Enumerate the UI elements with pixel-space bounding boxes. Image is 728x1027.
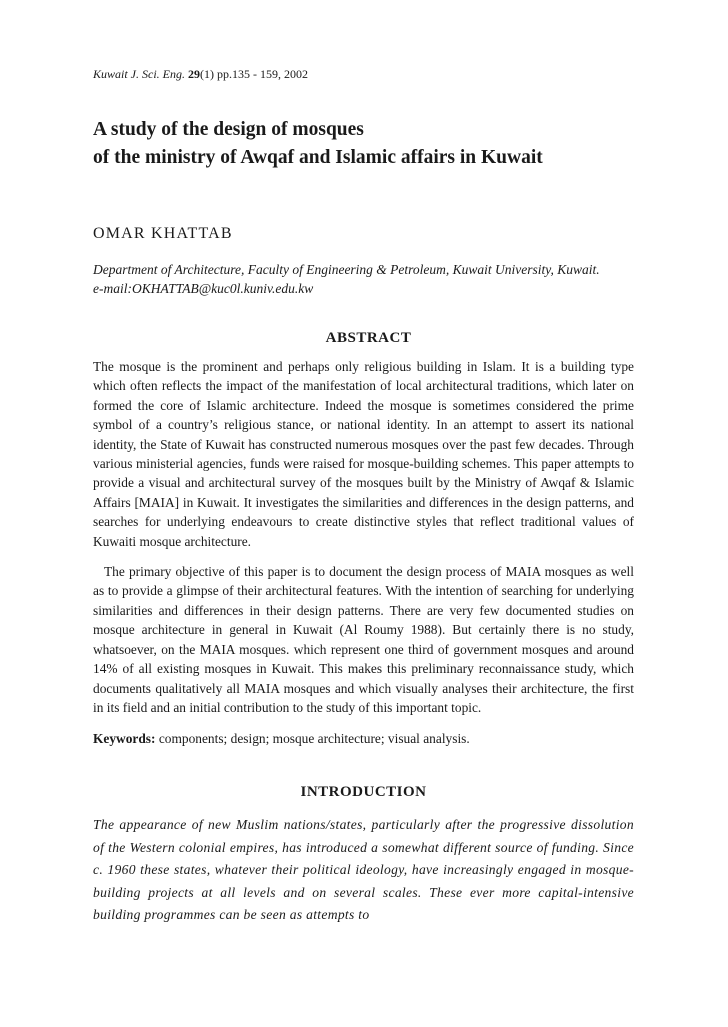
introduction-paragraph: The appearance of new Muslim nations/states, particularly after the progressive dissolution of the Western colonial empires, has introduced a somewhat different source of funding. Since c. 1960 these states, whatever their political ideology, have increasingly engaged in mosque-building projects at all levels and on several scales. These ever more capital-intensive building programmes can be seen as attempts to	[93, 817, 634, 922]
journal-issue-pages: (1) pp.135 - 159, 2002	[200, 67, 308, 81]
author-affiliation: Department of Architecture, Faculty of Engineering & Petroleum, Kuwait University, Kuwait.	[93, 262, 600, 277]
abstract-paragraph-1: The mosque is the prominent and perhaps only religious building in Islam. It is a building type which often reflects the impact of the manifestation of local architectural traditions, which later on formed the core of Islamic architecture. Indeed the mosque is sometimes considered the prime symbol of a country’s religious stance, or national identity. In an attempt to assert its national identity, the State of Kuwait has constructed numerous mosques over the past few decades. Through various ministerial agencies, funds were raised for mosque-building schemes. This paper attempts to provide a visual and architectural survey of the mosques built by the Ministry of Awqaf & Islamic Affairs [MAIA] in Kuwait. It investigates the similarities and differences in the design patterns, and searches for underlying endeavours to create distinctive styles that reflect traditional values of Kuwaiti mosque architecture.	[93, 359, 634, 549]
paper-title-line-1: A study of the design of mosques	[93, 119, 364, 140]
paper-title	[93, 116, 634, 172]
author-affiliation-block	[93, 260, 634, 298]
introduction-heading: INTRODUCTION	[300, 784, 427, 801]
keywords	[93, 729, 634, 748]
journal-volume: 29	[188, 67, 200, 81]
keywords-label: Keywords:	[93, 731, 156, 747]
author-name: OMAR KHATTAB	[93, 225, 233, 242]
keywords-list: components; design; mosque architecture; visual analysis.	[158, 731, 470, 747]
journal-name: Kuwait J. Sci. Eng.	[93, 67, 185, 81]
paper-page	[93, 66, 634, 926]
abstract-paragraph-2: The primary objective of this paper is to document the design process of MAIA mosques as well as to provide a glimpse of their architectural features. With the intention of searching for underlying similarities and differences in their design patterns. There are very few documented studies on mosque architecture in general in Kuwait (Al Roumy 1988). But certainly there is no study, whatsoever, on the MAIA mosques. which represent one third of government mosques and around 14% of all existing mosques in Kuwait. This makes this preliminary reconnaissance study, which documents qualitatively all MAIA mosques and which visually analyses their architecture, the first in its field and an initial contribution to the study of this important topic.	[93, 564, 634, 715]
abstract-heading: ABSTRACT	[325, 330, 412, 346]
author-email: e-mail:OKHATTAB@kuc0l.kuniv.edu.kw	[93, 281, 314, 296]
journal-citation	[93, 66, 634, 82]
paper-title-line-2: of the ministry of Awqaf and Islamic affairs in Kuwait	[93, 147, 543, 168]
